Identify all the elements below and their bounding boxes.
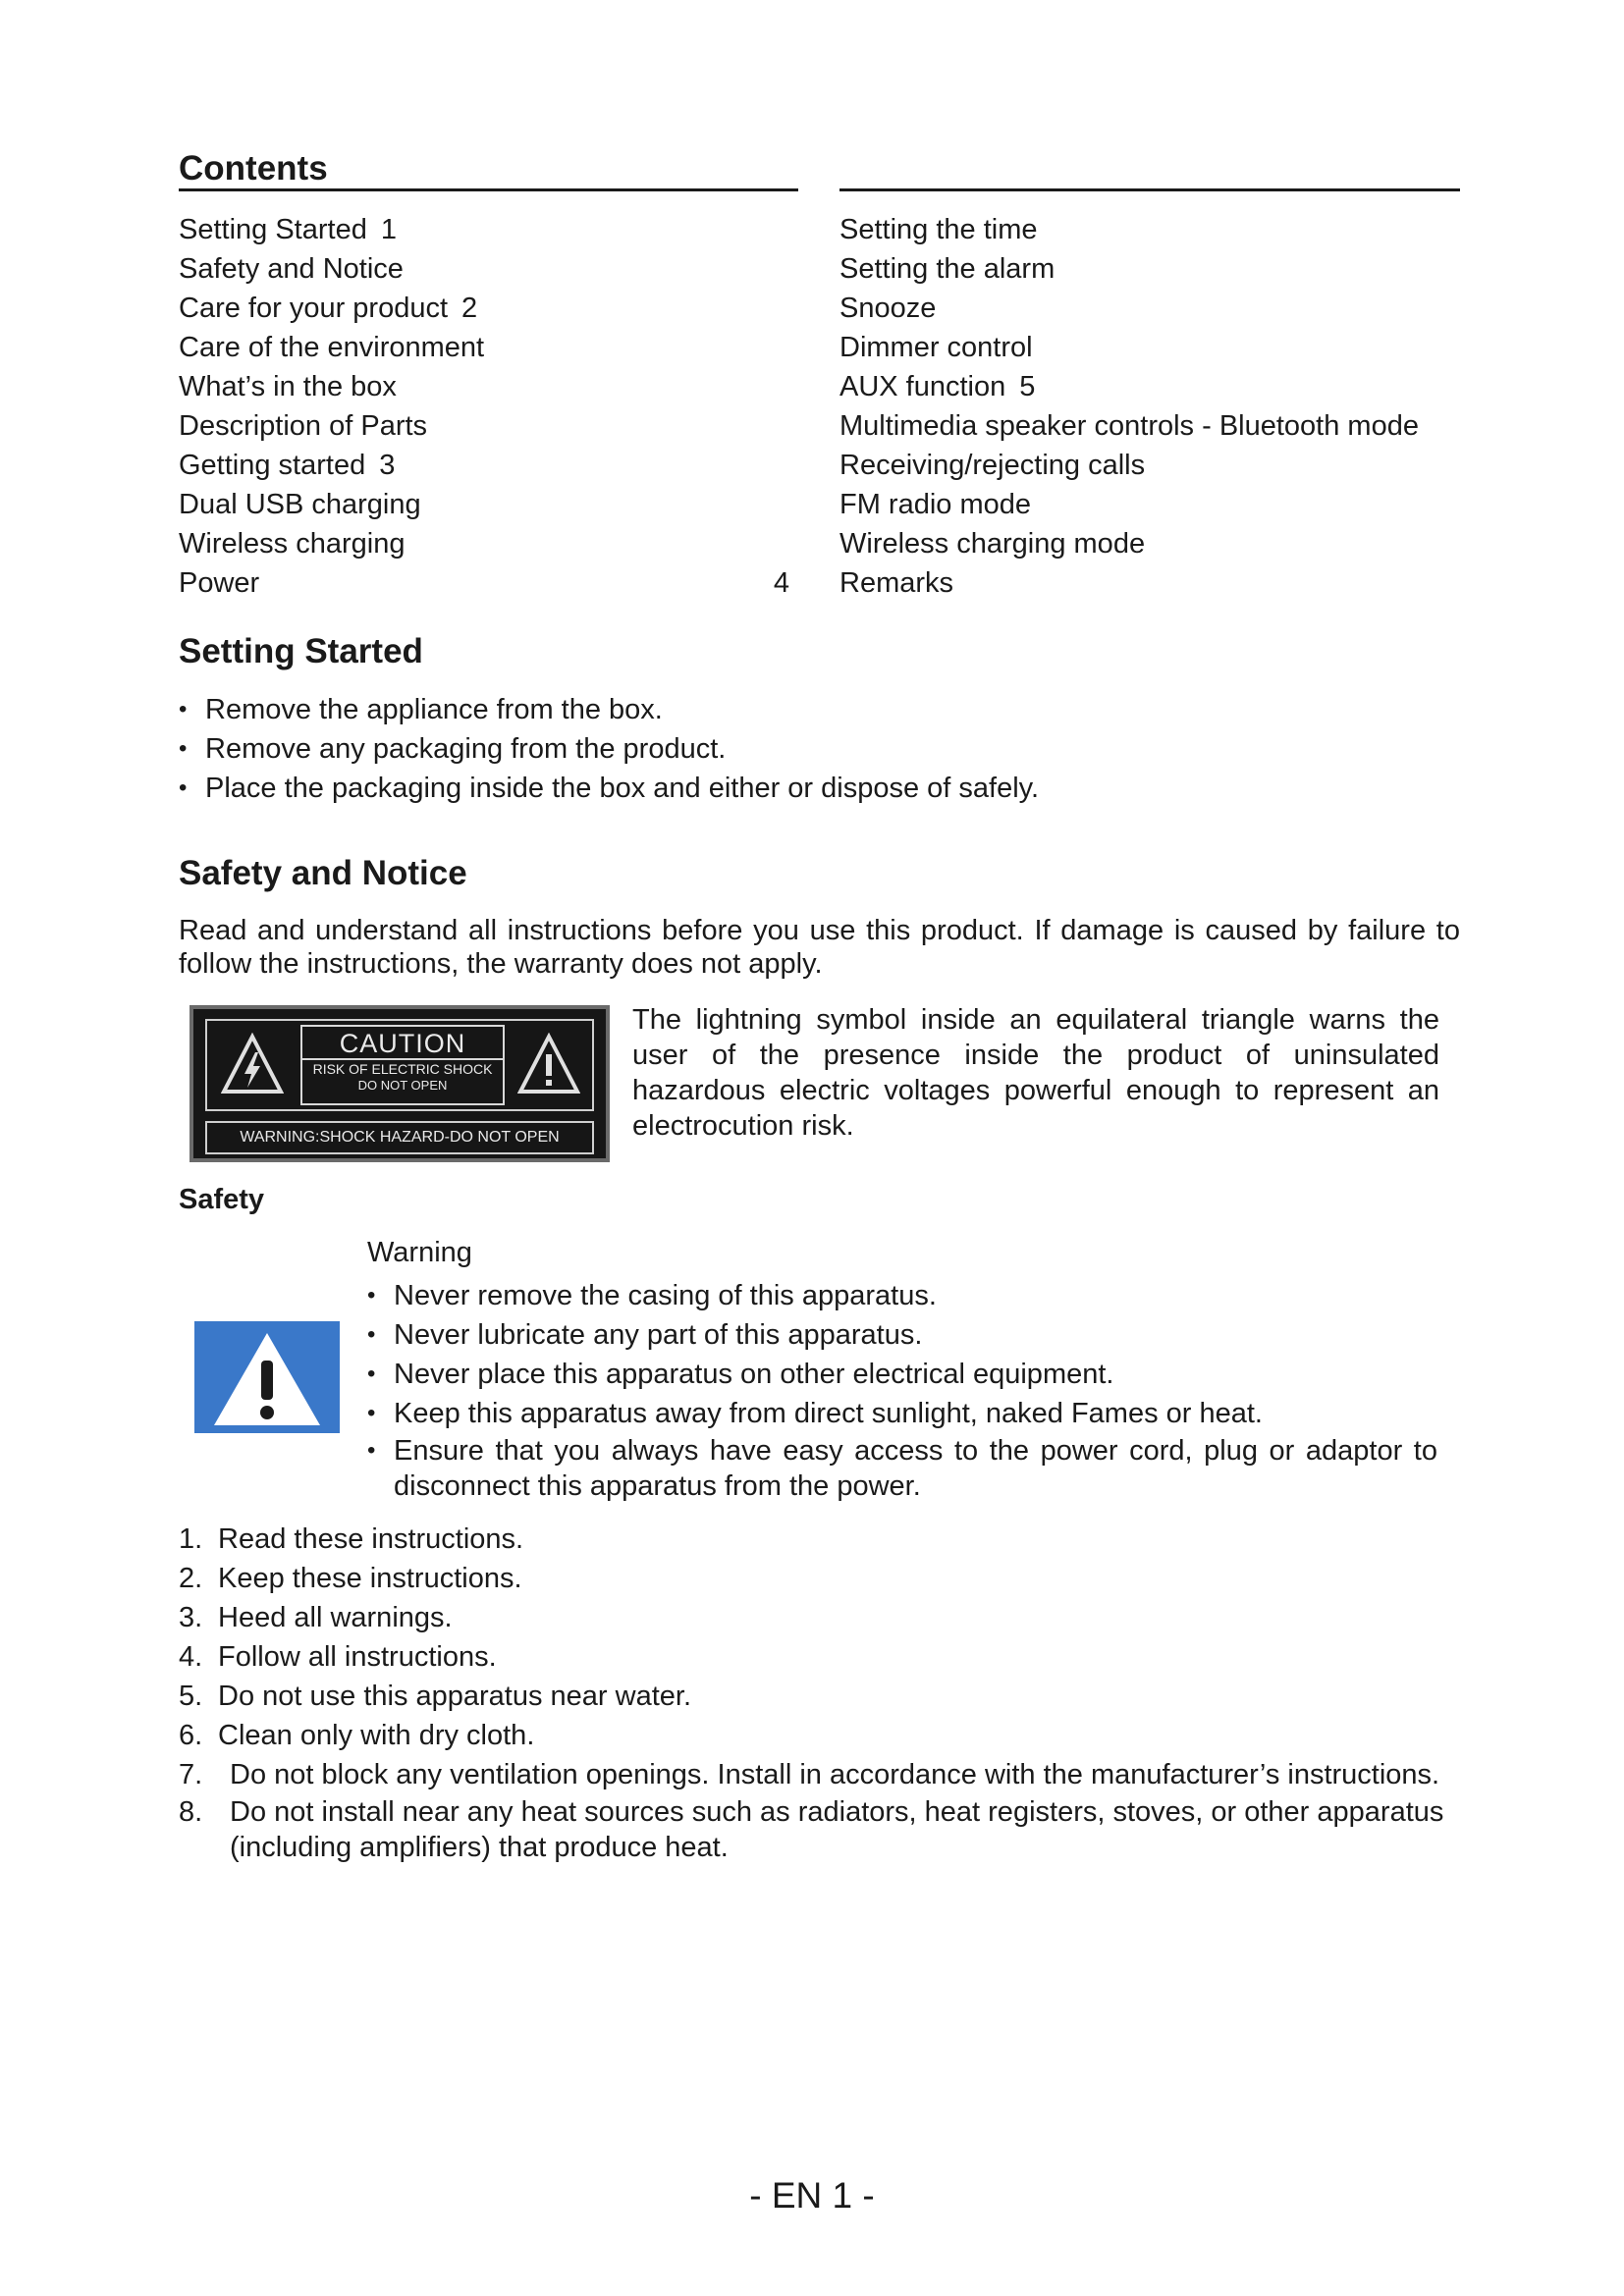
toc-page-number: 4	[773, 567, 789, 599]
toc-item: Dual USB charging	[179, 489, 421, 520]
contents-rule-right	[839, 188, 1460, 191]
toc-item: Multimedia speaker controls - Bluetooth mode	[839, 410, 1419, 442]
toc-item: Safety and Notice	[179, 253, 404, 285]
list-item: 3. Heed all warnings.	[179, 1602, 453, 1633]
list-item: • Remove any packaging from the product.	[179, 729, 1455, 769]
list-item: • Remove the appliance from the box.	[179, 690, 1455, 729]
warning-label: Warning	[367, 1237, 472, 1268]
list-item: • Keep this apparatus away from direct sunlight, naked Fames or heat.	[367, 1394, 1437, 1433]
caution-line-2: DO NOT OPEN	[357, 1078, 448, 1093]
list-item: • Never lubricate any part of this apparatus.	[367, 1315, 1437, 1355]
list-item: 1. Read these instructions.	[179, 1523, 524, 1555]
toc-item: Receiving/rejecting calls	[839, 450, 1146, 481]
toc-item: FM radio mode	[839, 489, 1032, 520]
toc-left-column	[179, 210, 797, 603]
toc-item: Setting Started 1	[179, 214, 397, 245]
toc-item: Remarks	[839, 567, 954, 599]
toc-item: AUX function 5	[839, 371, 1036, 402]
warning-list	[367, 1276, 1437, 1504]
warning-triangle-icon	[194, 1321, 340, 1433]
list-item: 6. Clean only with dry cloth.	[179, 1720, 535, 1751]
exclamation-warning-icon	[517, 1033, 580, 1095]
list-item: 8. Do not install near any heat sources such as radiators, heat registers, stoves, or other apparatus (including amplifiers) that produce heat.	[179, 1796, 1444, 1863]
caution-bottom-text: WARNING:SHOCK HAZARD-DO NOT OPEN	[205, 1121, 594, 1154]
list-item: • Never remove the casing of this apparatus.	[367, 1276, 1437, 1315]
toc-item: What’s in the box	[179, 371, 397, 402]
toc-item: Care for your product 2	[179, 293, 478, 324]
toc-item: Dimmer control	[839, 332, 1033, 363]
caution-label-image	[189, 1005, 610, 1162]
toc-item: Power 4	[179, 563, 797, 603]
toc-item: Wireless charging mode	[839, 528, 1146, 560]
toc-item: Getting started 3	[179, 450, 396, 481]
list-item: 4. Follow all instructions.	[179, 1641, 497, 1673]
lightning-warning-icon	[221, 1033, 284, 1095]
lightning-symbol-text: The lightning symbol inside an equilateral triangle warns the user of the presence inside the product of uninsulated hazardous electric voltages powerful enough to represent an electrocution risk.	[632, 1004, 1439, 1142]
contents-heading: Contents	[179, 149, 328, 187]
caution-line-1: RISK OF ELECTRIC SHOCK	[302, 1058, 503, 1078]
safety-notice-intro: Read and understand all instructions before you use this product. If damage is caused by failure to follow the instructions, the warranty does not apply.	[179, 915, 1460, 980]
list-item: • Ensure that you always have easy access to the power cord, plug or adaptor to disconnect this apparatus from the power.	[367, 1433, 1437, 1504]
toc-right-column	[839, 210, 1468, 603]
list-item: • Never place this apparatus on other electrical equipment.	[367, 1355, 1437, 1394]
contents-rule-left	[179, 188, 798, 191]
toc-item: Description of Parts	[179, 410, 428, 442]
instructions-list	[179, 1520, 1460, 1865]
toc-item: Snooze	[839, 293, 937, 324]
list-item: • Place the packaging inside the box and either or dispose of safely.	[179, 769, 1455, 808]
safety-heading: Safety	[179, 1184, 265, 1215]
list-item: 2. Keep these instructions.	[179, 1563, 522, 1594]
setting-started-heading: Setting Started	[179, 632, 423, 670]
list-item: 5. Do not use this apparatus near water.	[179, 1681, 692, 1712]
page-number: - EN 1 -	[749, 2175, 875, 2216]
toc-item: Setting the alarm	[839, 253, 1056, 285]
safety-notice-heading: Safety and Notice	[179, 854, 467, 892]
list-item: 7. Do not block any ventilation openings. Install in accordance with the manufacturer’s instructions.	[179, 1759, 1440, 1790]
toc-item: Care of the environment	[179, 332, 485, 363]
toc-item: Setting the time	[839, 214, 1038, 245]
caution-title: CAUTION	[339, 1029, 466, 1058]
setting-started-list	[179, 690, 1455, 808]
toc-item: Wireless charging	[179, 528, 406, 560]
